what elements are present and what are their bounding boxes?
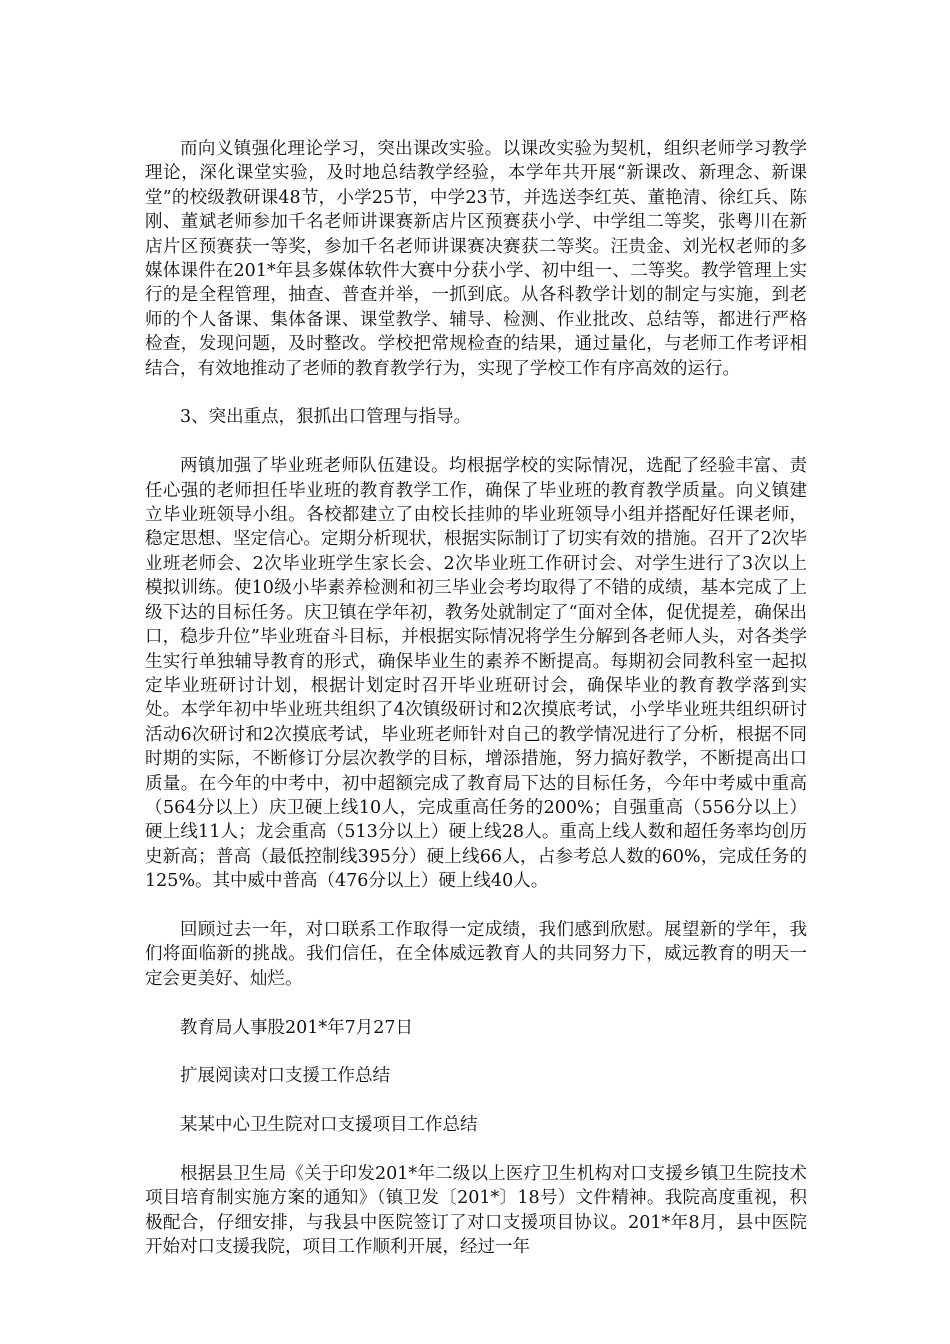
section-heading-exit-management: 3、突出重点，狠抓出口管理与指导。 [180, 407, 472, 428]
report-title: 某某中心卫生院对口支援项目工作总结 [180, 1115, 478, 1136]
paragraph-review: 回顾过去一年，对口联系工作取得一定成绩，我们感到欣慰。展望新的学年，我们将面临新的挑战。我们信任，在全体威远教育人的共同努力下，威远教育的明天一定会更美好、灿烂。 [145, 919, 807, 989]
paragraph-course-reform: 而向义镇强化理论学习，突出课改实验。以课改实验为契机，组织老师学习教学理论，深化课堂实验，及时地总结教学经验，本学年共开展“新课改、新理念、新课堂”的校级教研课48节，小学25节，中学23节，并选送李红英、董艳清、徐红兵、陈刚、董斌老师参加千名老师讲课赛新店片区预赛获小学、中学组二等奖，张粤川在新店片区预赛获一等奖，参加千名老师讲课赛决赛获二等奖。汪贵金、刘光权老师的多媒体课件在201*年县多媒体软件大赛中分获小学、初中组一、二等奖。教学管理上实行的是全程管理，抽查、普查并举，一抓到底。从各科教学计划的制定与实施，到老师的个人备课、集体备课、课堂教学、辅导、检测、作业批改、总结等，都进行严格检查，发现问题，及时整改。学校把常规检查的结果，通过量化，与老师工作考评相结合，有效地推动了老师的教育教学行为，实现了学校工作有序高效的运行。 [145, 139, 807, 379]
signature-date: 教育局人事股201*年7月27日 [180, 1017, 414, 1038]
document-page [145, 137, 807, 1284]
paragraph-graduating-class: 两镇加强了毕业班老师队伍建设。均根据学校的实际情况，选配了经验丰富、责任心强的老师担任毕业班的教育教学工作，确保了毕业班的教育教学质量。向义镇建立毕业班领导小组。各校都建立了由校长挂帅的毕业班领导小组并搭配好任课老师，稳定思想、坚定信心。定期分析现状，根据实际制订了切实有效的措施。召开了2次毕业班老师会、2次毕业班学生家长会、2次毕业班工作研讨会、对学生进行了3次以上模拟训练。使10级小毕素养检测和初三毕业会考均取得了不错的成绩，基本完成了上级下达的目标任务。庆卫镇在学年初，教务处就制定了“面对全体，促优提差，确保出口，稳步升位”毕业班奋斗目标，并根据实际情况将学生分解到各老师人头，对各类学生实行单独辅导教育的形式，确保毕业生的素养不断提高。每期初会同教科室一起拟定毕业班研讨计划，根据计划定时召开毕业班研讨会，确保毕业的教育教学落到实处。本学年初中毕业班共组织了4次镇级研讨和2次摸底考试，小学毕业班共组织研讨活动6次研讨和2次摸底考试，毕业班老师针对自己的教学情况进行了分析，根据不同时期的实际，不断修订分层次教学的目标，增添措施，努力搞好教学，不断提高出口质量。在今年的中考中，初中超额完成了教育局下达的目标任务，今年中考威中重高（564分以上）庆卫硬上线10人，完成重高任务的200%；自强重高（556分以上）硬上线11人；龙会重高（513分以上）硬上线28人。重高上线人数和超任务率均创历史新高；普高（最低控制线395分）硬上线66人，占参考总人数的60%，完成任务的125%。其中威中普高（476分以上）硬上线40人。 [145, 456, 807, 892]
extended-reading-title: 扩展阅读对口支援工作总结 [180, 1066, 390, 1087]
paragraph-health-center: 根据县卫生局《关于印发201*年二级以上医疗卫生机构对口支援乡镇卫生院技术项目培育制实施方案的通知》（镇卫发〔201*〕18号）文件精神。我院高度重视，积极配合，仔细安排，与我县中医院签订了对口支援项目协议。201*年8月，县中医院开始对口支援我院，项目工作顺利开展，经过一年 [145, 1163, 807, 1258]
